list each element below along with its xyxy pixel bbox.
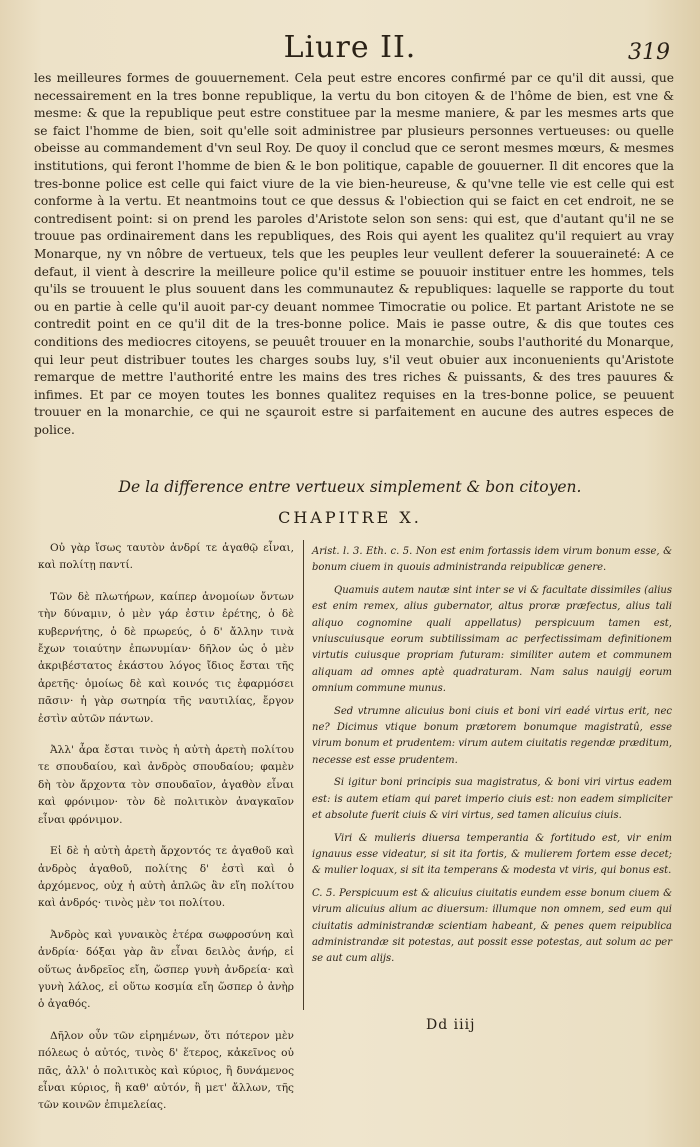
body-text bbox=[34, 70, 674, 439]
section-title: De la difference entre vertueux simplement & bon citoyen. bbox=[118, 478, 582, 496]
greek-paragraph: Ἀνδρὸς καὶ γυναικὸς ἑτέρα σωφροσύνη καὶ ἀνδρία· δόξαι γὰρ ἂν εἶναι δειλὸς ἀνήρ, εἰ οὕτως ἀνδρεῖος εἴη, ὥσπερ γυνὴ ἀνδρεία· καὶ γυνὴ λάλος, εἰ οὕτω κοσμία εἴη ὥσπερ ὁ ἀνὴρ ὁ ἀγαθός. bbox=[38, 928, 294, 1011]
latin-paragraph: C. 5. Perspicuum est & alicuius ciuitatis eundem esse bonum ciuem & virum alicuius alium ac diuersum: illumque non omnem, sed eum qui ciuitatis administrandæ scientiam habeant, & penes quem reipublica administrandæ sit potestas, aut possit esse potestas, aut solum ac per se aut cum alijs. bbox=[312, 887, 672, 965]
latin-paragraph: Sed vtrumne alicuius boni ciuis et boni viri eadé virtus erit, nec ne? Dicimus vtique bonum prætorem bonumque magistratû, esse virum bonum et prudentem: virum autem ciuitatis regendæ præditum, necesse est esse prudentem. bbox=[312, 705, 672, 766]
greek-paragraph: Οὐ γὰρ ἴσως ταυτὸν ἀνδρί τε ἀγαθῷ εἶναι, καὶ πολίτῃ παντί. bbox=[38, 542, 294, 572]
page-number: 319 bbox=[628, 40, 670, 65]
latin-paragraph: Arist. l. 3. Eth. c. 5. Non est enim fortassis idem virum bonum esse, & bonum ciuem in quouis administranda reipublicæ genere. bbox=[312, 546, 672, 574]
column-divider bbox=[303, 540, 304, 1010]
body-paragraph: les meilleures formes de gouuernement. Cela peut estre encores confirmé par ce qu'il dit aussi, que necessairement en la tres bonne republique, la vertu du bon citoyen & de l'hôme de bien, est vne & mesme: & que la republique peut estre constituee par la mesme maniere, & par les mesmes arts que se faict l'homme de bien, soit qu'elle soit administree par plusieurs personnes vertueuses: ou quelle obeisse au commandement d'vn seul Roy. De quoy il conclud que ce seront mesmes mœurs, & mesmes institutions, qui feront l'homme de bien & le bon politique, capable de gouuerner. Il dit encores que la tres-bonne police est celle qui faict viure de la vie bien-heureuse, & qu'vne telle vie est celle qui est conforme à la vertu. Et neantmoins tout ce que dessus & l'obiection qui se faict en cet endroit, ne se contredisent point: si on prend les paroles d'Aristote selon son sens: qui est, que d'autant qu'il ne se trouue pas ordinairement dans les republiques, des Rois qui ayent les qualitez qu'il requiert au vray Monarque, ny vn nôbre de vertueux, tels que les peuples leur veullent deferer la souueraineté: A ce defaut, il vient à descrire la meilleure police qu'il estime se pouuoir instituer entre les hommes, tels qu'ils se trouuent le plus souuent dans les communautez & republiques: laquelle se rapporte du tout ou en partie à celle qu'il auoit par-cy deuant nommee Timocratie ou police. Et partant Aristote ne se contredit point en ce qu'il dit de la tres-bonne police. Mais ie passe outre, & dis que toutes ces conditions des mediocres citoyens, se peuuêt trouuer en la monarchie, soubs l'authorité du Monarque, qui leur peut distribuer toutes les charges soubs luy, s'il veut obuier aux inconuenients qu'Aristote remarque de mettre l'authorité entre les mains des tres riches & puissants, & des tres pauures & infimes. Et par ce moyen toutes les bonnes qualitez requises en la tres-bonne police, se peuuent trouuer en la monarchie, ce qui ne sçauroit estre si parfaitement en aucune des autres especes de police. bbox=[34, 71, 674, 437]
latin-column bbox=[312, 544, 672, 974]
greek-paragraph: Ἀλλ' ἆρα ἔσται τινὸς ἡ αὐτὴ ἀρετὴ πολίτου τε σπουδαίου, καὶ ἀνδρὸς σπουδαίου; φαμὲν δὴ τὸν ἄρχοντα τὸν σπουδαῖον, ἀγαθὸν εἶναι καὶ φρόνιμον· τὸν δὲ πολιτικὸν ἀναγκαῖον εἶναι φρόνιμον. bbox=[38, 744, 294, 826]
greek-paragraph: Εἰ δὲ ἡ αὐτὴ ἀρετὴ ἄρχοντός τε ἀγαθοῦ καὶ ἀνδρὸς ἀγαθοῦ, πολίτης δ' ἐστὶ καὶ ὁ ἀρχόμενος, οὐχ ἡ αὐτὴ ἁπλῶς ἂν εἴη πολίτου καὶ ἀνδρός· τινὸς μὲν τοι πολίτου. bbox=[38, 845, 294, 910]
running-title: Liure II. bbox=[283, 30, 417, 65]
latin-paragraph: Si igitur boni principis sua magistratus, & boni viri virtus eadem est: is autem etiam qui paret imperio ciuis est: non eadem simpliciter et absolute fuerit ciuis & viri virtus, sed tamen alicuius ciuis. bbox=[312, 777, 672, 822]
chapter-heading: CHAPITRE X. bbox=[278, 508, 422, 527]
greek-paragraph: Τῶν δὲ πλωτήρων, καίπερ ἀνομοίων ὄντων τὴν δύναμιν, ὁ μὲν γάρ ἐστιν ἐρέτης, ὁ δὲ κυβερνήτης, ὁ δὲ πρωρεύς, ὁ δ' ἄλλην τινὰ ἔχων τοιαύτην ἐπωνυμίαν· δῆλον ὡς ὁ μὲν ἀκριβέστατος ἑκάστου λόγος ἴδιος ἔσται τῆς ἀρετῆς· ὁμοίως δὲ καὶ κοινός τις ἐφαρμόσει πᾶσιν· ἡ γὰρ σωτηρία τῆς ναυτιλίας, ἔργον ἐστὶν αὐτῶν πάντων. bbox=[38, 590, 294, 725]
latin-paragraph: Quamuis autem nautæ sint inter se vi & facultate dissimiles (alius est enim remex, alius gubernator, altus proræ præfectus, alius tali aliquo cognomine quali appellatus) perspicuum tamen est, vniuscuiusque eorum subtilissimam ac perfectissimam definitionem virtutis cuiusque propriam futuram: similiter autem et communem aliquam ad omnes aptè quadraturam. Nam salus nauigij eorum omnium commune munus. bbox=[312, 584, 672, 695]
latin-paragraph: Viri & mulieris diuersa temperantia & fortitudo est, vir enim ignauus esse videatur, si sit ita fortis, & mulierem fortem esse decet; & mulier loquax, si sit ita temperans & modesta vt viris, qui bonus est. bbox=[312, 832, 672, 877]
greek-column bbox=[38, 540, 294, 1129]
greek-paragraph: Δῆλον οὖν τῶν εἰρημένων, ὅτι πότερον μὲν πόλεως ὁ αὐτός, τινὸς δ' ἕτερος, κἀκεῖνος οὐ πᾶς, ἀλλ' ὁ πολιτικὸς καὶ κύριος, ἢ δυνάμενος εἶναι κύριος, ἢ καθ' αὑτόν, ἢ μετ' ἄλλων, τῆς τῶν κοινῶν ἐπιμελείας. bbox=[38, 1029, 294, 1112]
signature-mark: Dd iiij bbox=[426, 1017, 476, 1033]
